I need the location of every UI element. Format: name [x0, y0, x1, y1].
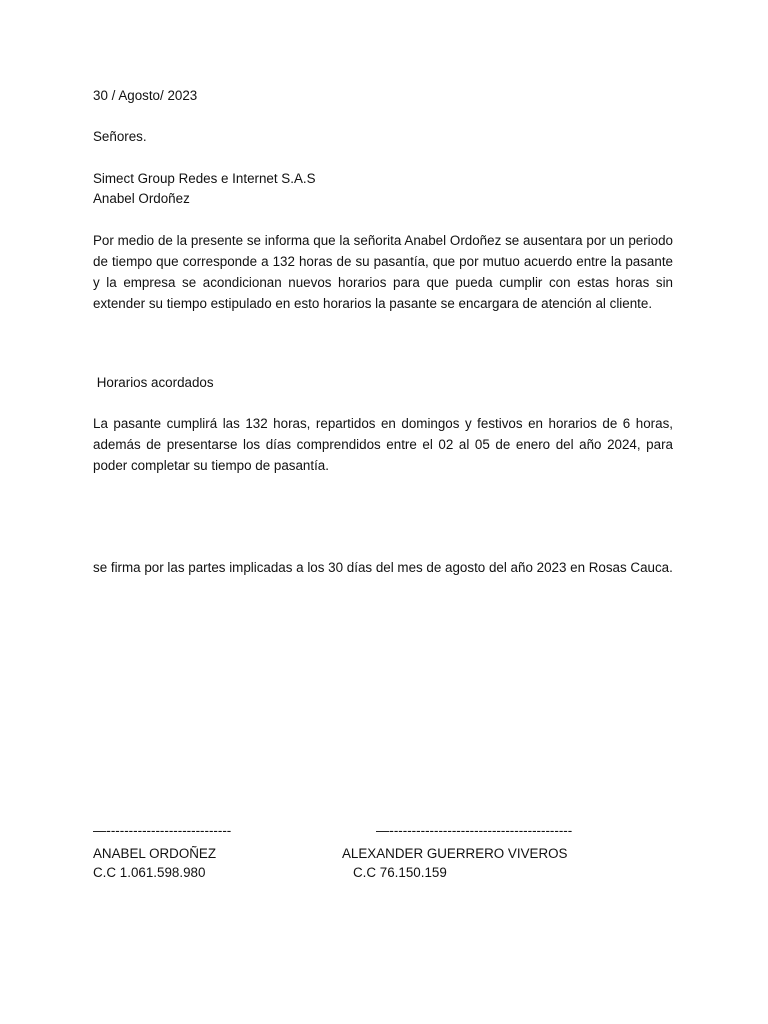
- signer-name-right: ALEXANDER GUERRERO VIVEROS: [342, 846, 568, 861]
- body-paragraph-absence: Por medio de la presente se informa que la señorita Anabel Ordoñez se ausentara por un periodo de tiempo que corresponde a 132 horas de su pasantía, que por mutuo acuerdo entre la pasante y la empresa se acondicionan nuevos horarios para que pueda cumplir con estas horas sin extender su tiempo estipulado en esto horarios la pasante se encargara de atención al cliente.: [93, 233, 673, 311]
- recipient-company: Simect Group Redes e Internet S.A.S: [93, 171, 316, 186]
- letter-date: 30 / Agosto/ 2023: [93, 88, 198, 103]
- signature-line-left: —----------------------------: [93, 823, 232, 838]
- signer-id-right: C.C 76.150.159: [353, 865, 447, 880]
- signer-id-left: C.C 1.061.598.980: [93, 865, 206, 880]
- signature-line-right: —-----------------------------------------: [376, 823, 573, 838]
- body-paragraph-schedule: La pasante cumplirá las 132 horas, repartidos en domingos y festivos en horarios de 6 horas, además de presentarse los días comprendidos entre el 02 al 05 de enero del año 2024, para poder completar su tiempo de pasantía.: [93, 416, 673, 473]
- body-paragraph-signing: se firma por las partes implicadas a los 30 días del mes de agosto del año 2023 en Rosas Cauca.: [93, 560, 673, 575]
- recipient-name: Anabel Ordoñez: [93, 191, 190, 206]
- salutation: Señores.: [93, 129, 147, 144]
- signer-name-left: ANABEL ORDOÑEZ: [93, 846, 217, 861]
- section-heading-schedule: Horarios acordados: [93, 375, 214, 390]
